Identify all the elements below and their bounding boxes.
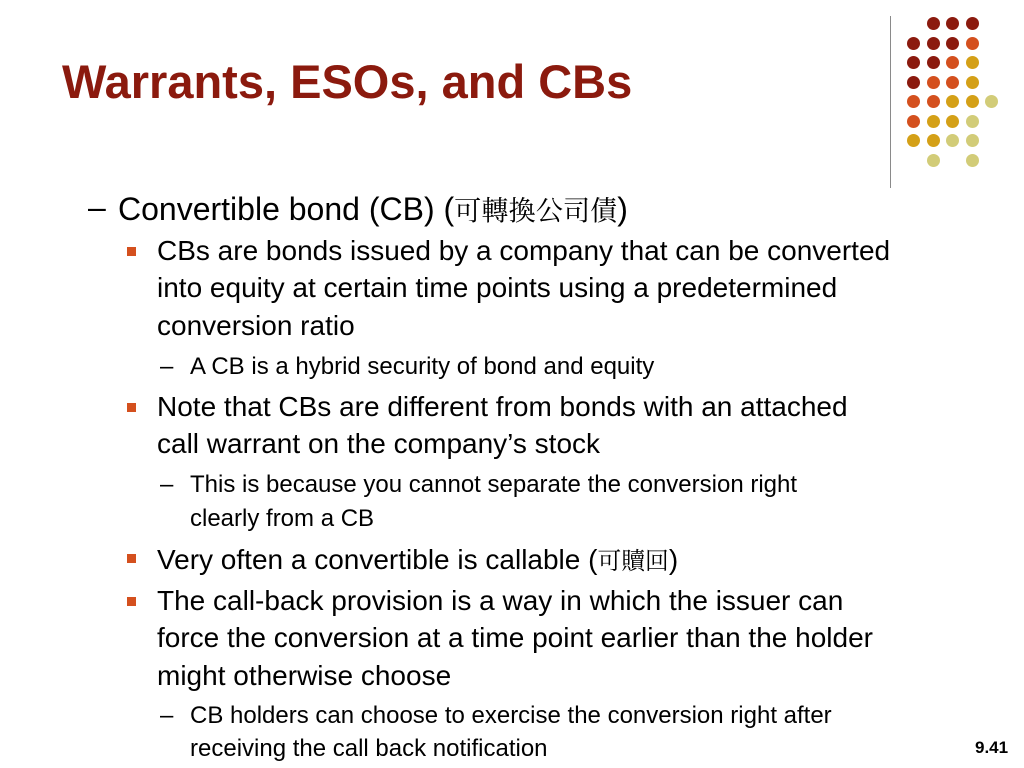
heading-close: ) [617,191,628,227]
sub-dash: – [160,471,174,498]
sub-4-line-1: CB holders can choose to exercise the conversion right after [190,702,832,729]
page-number: 9.41 [975,738,1009,757]
slide-title: Warrants, ESOs, and CBs [62,55,633,108]
bullet-2-line-1: Note that CBs are different from bonds with an attached [157,391,848,422]
bullet-3-close: ) [668,544,679,575]
bullet-1-line-3: conversion ratio [157,310,355,341]
bullet-marker [127,554,136,563]
sub-4-line-2: receiving the call back notification [190,735,548,762]
bullet-4-line-1: The call-back provision is a way in which the issuer can [157,585,844,616]
sub-dash: – [160,353,174,380]
bullet-3-line-1 [157,542,678,576]
bullet-4-line-3: might otherwise choose [157,660,452,691]
heading-cjk: 可轉換公司債 [454,196,618,227]
heading-dash: – [88,189,106,225]
bullet-2-line-2: call warrant on the company’s stock [157,428,601,459]
sub-2-line-2: clearly from a CB [190,505,375,532]
sub-1-line-1: A CB is a hybrid security of bond and equity [190,353,655,380]
heading-convertible-bond [118,189,628,228]
bullet-marker [127,247,136,256]
sub-2-line-1: This is because you cannot separate the conversion right [190,471,798,498]
bullet-3-cjk: 可贖回 [597,547,669,575]
bullet-1-line-2: into equity at certain time points using a predetermined [157,272,838,303]
bullet-3-text: Very often a convertible is callable ( [157,544,598,575]
bullet-4-line-2: force the conversion at a time point earlier than the holder [157,622,873,653]
bullet-1-line-1: CBs are bonds issued by a company that can be converted [157,235,891,266]
bullet-marker [127,403,136,412]
heading-text: Convertible bond (CB) ( [118,191,455,227]
sub-dash: – [160,702,174,729]
bullet-marker [127,597,136,606]
